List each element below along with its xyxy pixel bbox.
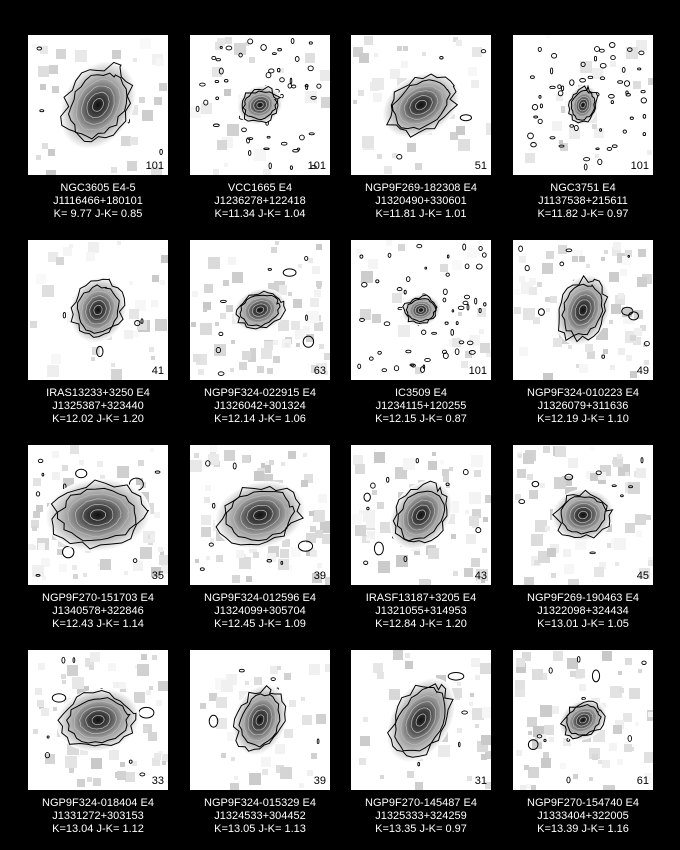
galaxy-name: NGP9F269-182308 E4: [365, 182, 477, 194]
galaxy-caption: [339, 592, 503, 631]
galaxy-name: IC3509 E4: [395, 387, 447, 399]
galaxy-name: IRASF13187+3205 E4: [365, 592, 477, 604]
galaxy-id: J1326042+301324: [214, 400, 306, 412]
galaxy-name: NGP9F324-018404 E4: [42, 797, 154, 809]
galaxy-stamp: [28, 35, 168, 175]
galaxy-stamp: [190, 240, 330, 380]
galaxy-id: J1325387+323440: [52, 400, 144, 412]
galaxy-id: J1324099+305704: [214, 605, 306, 617]
galaxy-caption: [339, 182, 503, 221]
stamp-scale-label: 45: [636, 570, 649, 582]
galaxy-image: [351, 35, 491, 175]
stamp-scale-label: 51: [474, 160, 487, 172]
galaxy-caption: [339, 797, 503, 836]
galaxy-image: [513, 35, 653, 175]
galaxy-isophotes: [232, 79, 288, 130]
galaxy-isophotes: [207, 471, 313, 558]
galaxy-isophotes: [373, 666, 469, 774]
galaxy-stamp: [190, 445, 330, 585]
galaxy-name: NGP9F324-022915 E4: [204, 387, 316, 399]
galaxy-stamp: [351, 240, 491, 380]
galaxy-image: [190, 240, 330, 380]
galaxy-name: NGP9F269-190463 E4: [527, 592, 639, 604]
stamp-scale-label: 101: [630, 160, 649, 172]
galaxy-name: VCC1665 E4: [227, 182, 293, 194]
stamp-scale-label: 101: [468, 365, 487, 377]
stamp-scale-label: 101: [307, 160, 326, 172]
galaxy-caption: [178, 182, 342, 221]
galaxy-id: J1322098+324434: [537, 605, 629, 617]
galaxy-image: [28, 35, 168, 175]
galaxy-stamp: [513, 445, 653, 585]
galaxy-id: J1325333+324259: [375, 810, 467, 822]
stamp-scale-label: 101: [145, 160, 164, 172]
galaxy-isophotes: [548, 484, 618, 546]
galaxy-magnitudes: K=13.04 J-K= 1.12: [52, 823, 144, 835]
stamp-scale-label: 35: [151, 570, 164, 582]
galaxy-stamp: [28, 240, 168, 380]
galaxy-image: [28, 650, 168, 790]
galaxy-stamp: [28, 445, 168, 585]
galaxy-caption: [16, 387, 180, 426]
stamp-scale-label: 49: [636, 365, 649, 377]
galaxy-name: NGC3605 E4-5: [60, 182, 136, 194]
galaxy-magnitudes: K=12.15 J-K= 0.87: [375, 413, 467, 425]
galaxy-isophotes: [563, 81, 603, 128]
galaxy-image: [28, 445, 168, 585]
galaxy-id: J1326079+311636: [537, 400, 629, 412]
galaxy-id: J1331272+303153: [52, 810, 144, 822]
galaxy-stamp: [513, 35, 653, 175]
companion-contours: [460, 115, 471, 121]
galaxy-magnitudes: K= 9.77 J-K= 0.85: [53, 208, 143, 220]
galaxy-caption: [501, 797, 665, 836]
stamp-scale-label: 39: [313, 570, 326, 582]
galaxy-magnitudes: K=12.45 J-K= 1.09: [214, 618, 306, 630]
galaxy-caption: [178, 797, 342, 836]
galaxy-stamp: [351, 445, 491, 585]
stamp-scale-label: 43: [474, 570, 487, 582]
galaxy-magnitudes: K=11.81 J-K= 1.01: [375, 208, 467, 220]
galaxy-id: J1333404+322005: [537, 810, 629, 822]
galaxy-image: [190, 35, 330, 175]
galaxy-id: J1321055+314953: [375, 605, 467, 617]
galaxy-image: [351, 240, 491, 380]
galaxy-id: J1324533+304452: [214, 810, 306, 822]
galaxy-magnitudes: K=12.19 J-K= 1.10: [537, 413, 629, 425]
galaxy-caption: [178, 592, 342, 631]
stamp-scale-label: 31: [474, 775, 487, 787]
galaxy-caption: [178, 387, 342, 426]
galaxy-magnitudes: K=11.34 J-K= 1.04: [214, 208, 306, 220]
galaxy-image: [513, 240, 653, 380]
galaxy-image: [28, 240, 168, 380]
galaxy-id: J1137538+215611: [538, 195, 628, 207]
galaxy-image: [351, 445, 491, 585]
galaxy-image: [513, 445, 653, 585]
galaxy-name: NGP9F270-145487 E4: [365, 797, 477, 809]
stamp-scale-label: 63: [313, 365, 326, 377]
galaxy-caption: [16, 797, 180, 836]
galaxy-caption: [339, 387, 503, 426]
galaxy-isophotes: [51, 682, 144, 758]
galaxy-name: IRAS13233+3250 E4: [46, 387, 150, 399]
galaxy-image: [190, 445, 330, 585]
galaxy-stamp: [351, 650, 491, 790]
galaxy-magnitudes: K=13.05 J-K= 1.13: [214, 823, 306, 835]
galaxy-magnitudes: K=13.39 J-K= 1.16: [537, 823, 629, 835]
galaxy-caption: [501, 387, 665, 426]
galaxy-caption: [16, 182, 180, 221]
companion-contours: [448, 673, 464, 681]
galaxy-magnitudes: K=12.43 J-K= 1.14: [52, 618, 144, 630]
companion-contours: [298, 541, 312, 551]
galaxy-magnitudes: K=12.02 J-K= 1.20: [52, 413, 144, 425]
galaxy-magnitudes: K=12.84 J-K= 1.20: [375, 618, 467, 630]
galaxy-stamp: [513, 650, 653, 790]
stamp-scale-label: 41: [151, 365, 164, 377]
stamp-scale-label: 61: [636, 775, 649, 787]
galaxy-magnitudes: K=13.01 J-K= 1.05: [537, 618, 629, 630]
galaxy-id: J1236278+122418: [214, 195, 306, 207]
galaxy-id: J1340578+322846: [52, 605, 144, 617]
galaxy-id: J1234115+120255: [375, 400, 467, 412]
galaxy-stamp: [190, 35, 330, 175]
stamp-scale-label: 33: [151, 775, 164, 787]
galaxy-magnitudes: K=12.14 J-K= 1.06: [214, 413, 306, 425]
galaxy-stamp: [190, 650, 330, 790]
galaxy-image: [351, 650, 491, 790]
galaxy-isophotes: [399, 291, 443, 328]
galaxy-stamp: [351, 35, 491, 175]
galaxy-name: NGP9F324-010223 E4: [527, 387, 639, 399]
galaxy-caption: [501, 182, 665, 221]
galaxy-image: [513, 650, 653, 790]
galaxy-magnitudes: K=13.35 J-K= 0.97: [375, 823, 467, 835]
galaxy-name: NGP9F270-151703 E4: [42, 592, 154, 604]
galaxy-caption: [16, 592, 180, 631]
galaxy-id: J1320490+330601: [375, 195, 467, 207]
galaxy-id: J1116466+180101: [53, 195, 143, 207]
galaxy-stamp: [28, 650, 168, 790]
galaxy-name: NGP9F270-154740 E4: [527, 797, 639, 809]
galaxy-stamp: [513, 240, 653, 380]
galaxy-name: NGP9F324-012596 E4: [204, 592, 316, 604]
galaxy-name: NGC3751 E4: [550, 182, 616, 194]
galaxy-magnitudes: K=11.82 J-K= 0.97: [537, 208, 629, 220]
galaxy-image: [190, 650, 330, 790]
galaxy-name: NGP9F324-015329 E4: [204, 797, 316, 809]
stamp-scale-label: 39: [313, 775, 326, 787]
galaxy-caption: [501, 592, 665, 631]
galaxy-isophotes: [223, 677, 296, 763]
